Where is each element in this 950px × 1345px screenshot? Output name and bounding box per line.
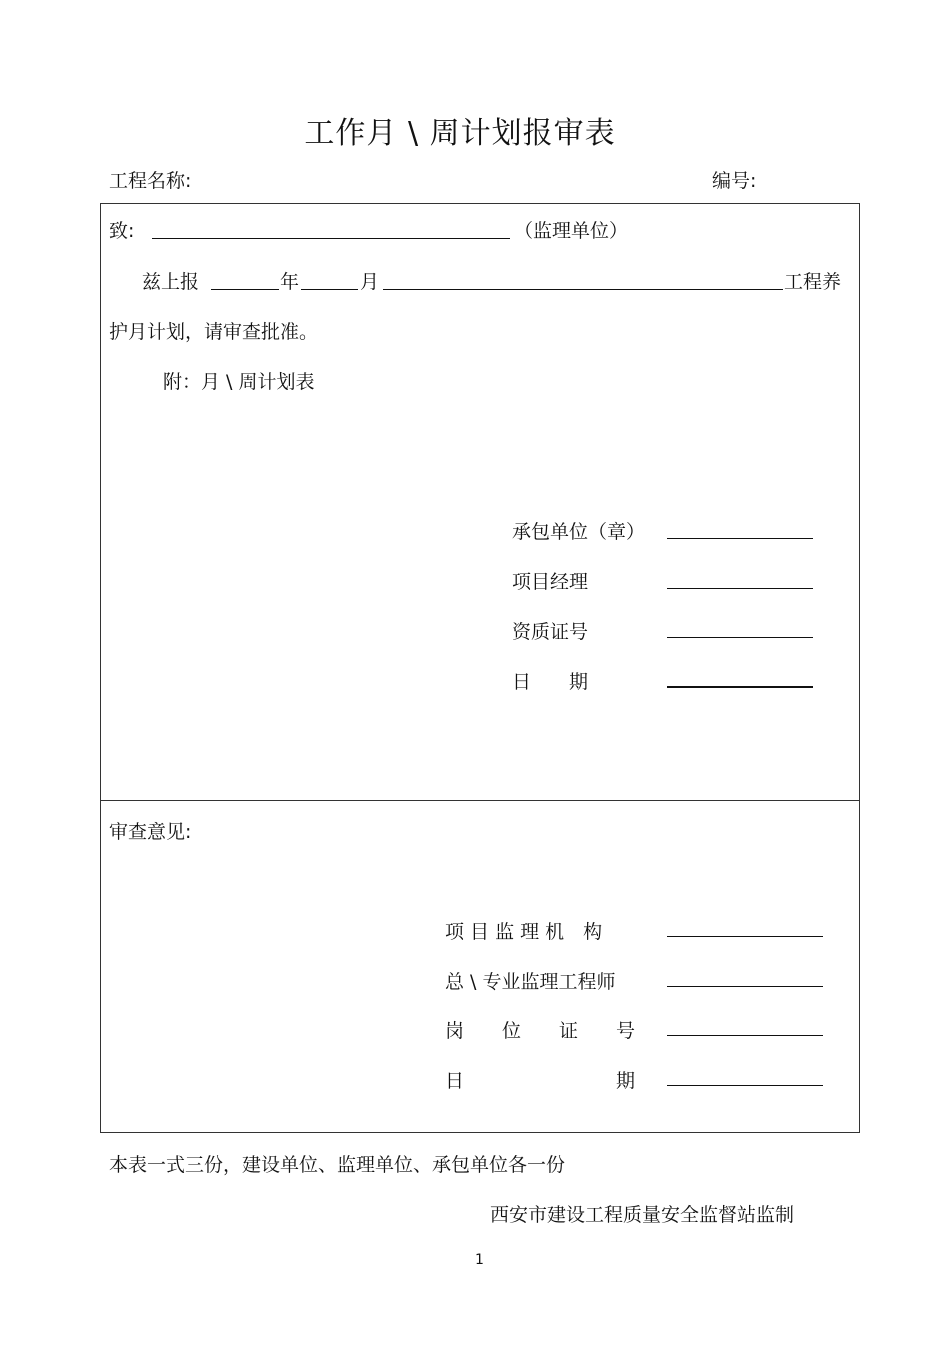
cert-label: 岗 位 证 号 [445, 1020, 636, 1042]
month-label: 月 [360, 271, 380, 293]
project-suffix: 工程养 [784, 271, 842, 293]
engineer-field[interactable] [667, 986, 823, 987]
manager-label: 项目经理 [512, 571, 589, 593]
submission-date-label: 日 期 [512, 671, 589, 693]
attachment-text: 附：月 \ 周计划表 [163, 371, 315, 393]
project-name-label: 工程名称: [109, 170, 192, 192]
agency-label: 项 目 监 理 机 构 [445, 921, 603, 943]
page-title: 工作月 \ 周计划报审表 [304, 116, 616, 151]
request-text: 护月计划，请审查批准。 [109, 321, 319, 343]
submission-date-field[interactable] [667, 686, 813, 688]
year-field[interactable] [211, 289, 279, 290]
supervision-unit-field[interactable] [152, 238, 510, 239]
agency-field[interactable] [667, 936, 823, 937]
page-number: 1 [475, 1252, 484, 1268]
copies-note: 本表一式三份，建设单位、监理单位、承包单位各一份 [109, 1154, 566, 1176]
submission-section [100, 203, 860, 801]
qualification-label: 资质证号 [512, 621, 589, 643]
review-date-field[interactable] [667, 1085, 823, 1086]
qualification-field[interactable] [667, 637, 813, 638]
supervisor-note: 西安市建设工程质量安全监督站监制 [490, 1204, 795, 1226]
report-prefix: 兹上报 [142, 271, 200, 293]
month-field[interactable] [301, 289, 358, 290]
manager-field[interactable] [667, 588, 813, 589]
year-label: 年 [280, 271, 300, 293]
contractor-label: 承包单位（章） [512, 521, 646, 543]
cert-field[interactable] [667, 1035, 823, 1036]
contractor-field[interactable] [667, 538, 813, 539]
project-field[interactable] [383, 289, 783, 290]
to-suffix: （监理单位） [514, 220, 629, 242]
to-label: 致: [109, 220, 135, 242]
review-date-label: 日 期 [445, 1070, 636, 1092]
opinion-label: 审查意见: [109, 821, 192, 843]
number-label: 编号: [712, 170, 757, 192]
engineer-label: 总 \ 专业监理工程师 [445, 971, 616, 993]
